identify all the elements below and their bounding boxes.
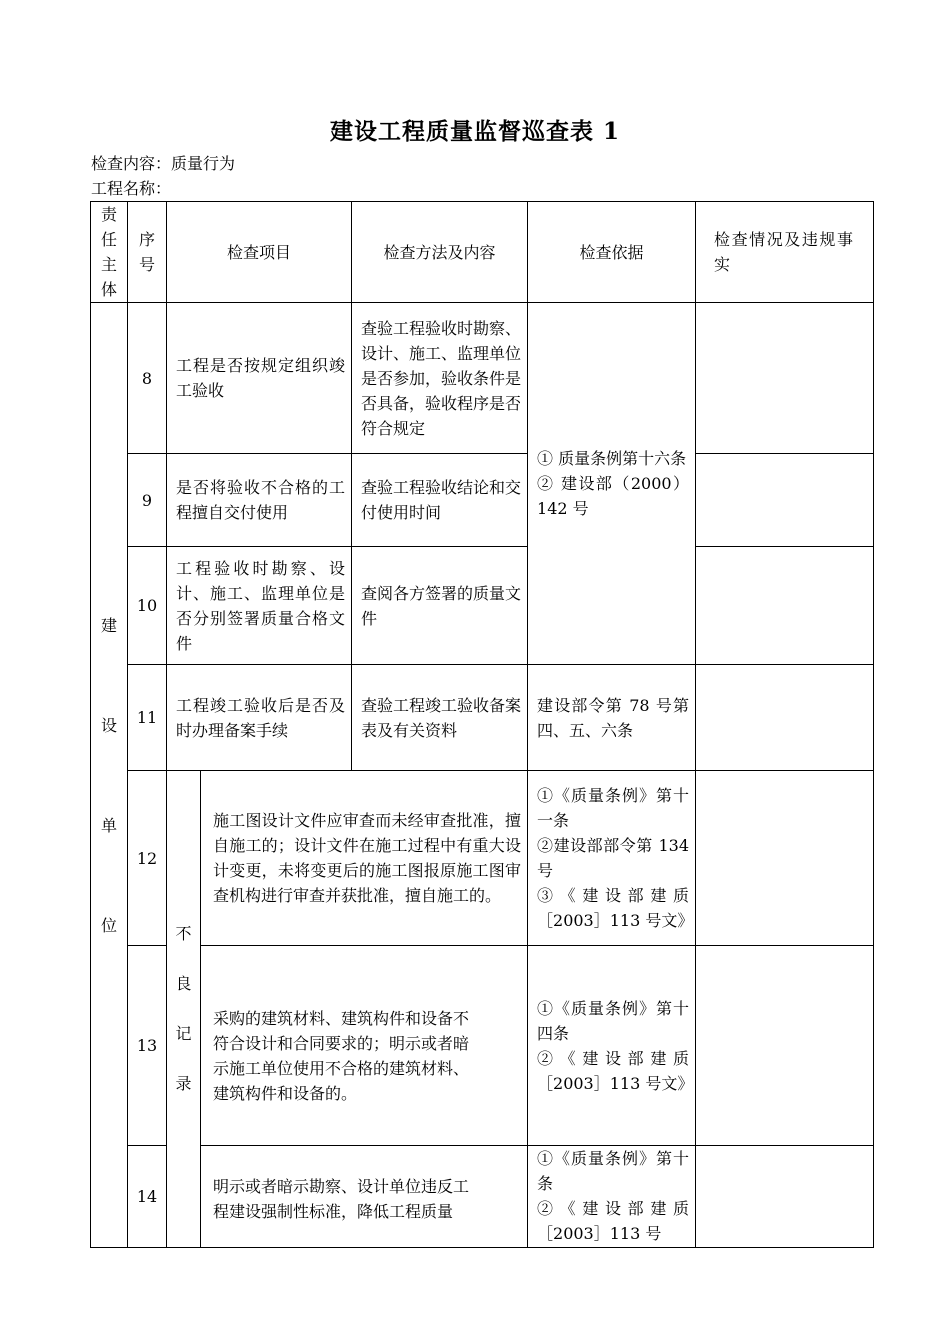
- table-row: [91, 303, 874, 454]
- header-seq-char: 号: [138, 255, 155, 274]
- header-item: 检查项目: [167, 202, 352, 303]
- check-content-label: 检查内容：质量行为: [91, 154, 236, 173]
- row-result: [696, 1146, 874, 1248]
- header-subject: [91, 202, 128, 303]
- row-basis: ①《质量条例》第十条 ②《建设部建质［2003］113 号: [528, 1146, 696, 1248]
- header-subject-char: 任: [100, 230, 117, 249]
- row-item: 工程是否按规定组织竣工验收: [167, 303, 352, 454]
- row-basis: 建设部令第 78 号第四、五、六条: [528, 665, 696, 771]
- row-basis: ①《质量条例》第十四条 ②《建设部建质［2003］113 号文》: [528, 946, 696, 1146]
- bad-record-char: 录: [175, 1074, 192, 1093]
- row-item: 是否将验收不合格的工程擅自交付使用: [167, 454, 352, 547]
- table-row: [91, 665, 874, 771]
- row-method: 查验工程竣工验收备案表及有关资料: [352, 665, 528, 771]
- header-subject-char: 主: [100, 255, 117, 274]
- header-basis: 检查依据: [528, 202, 696, 303]
- table-row: [91, 454, 874, 547]
- table-row: [91, 547, 874, 665]
- row-no: 10: [128, 547, 167, 665]
- inspection-table: [90, 201, 874, 1248]
- row-no: 12: [128, 771, 167, 946]
- bad-record-char: 不: [175, 924, 192, 943]
- bad-record-char: 记: [175, 1024, 192, 1043]
- row-item: 采购的建筑材料、建筑构件和设备不 符合设计和合同要求的；明示或者暗 示施工单位使用不合格的建筑材料、 建筑构件和设备的。: [201, 946, 528, 1146]
- row-result: [696, 665, 874, 771]
- row-item: 施工图设计文件应审查而未经审查批准，擅自施工的；设计文件在施工过程中有重大设计变更，未将变更后的施工图报原施工图审查机构进行审查并获批准，擅自施工的。: [201, 771, 528, 946]
- row-basis: ①《质量条例》第十一条 ②建设部部令第 134 号 ③《建设部建质［2003］113 号文》: [528, 771, 696, 946]
- table-row: [91, 946, 874, 1146]
- header-seq-char: 序: [138, 230, 155, 249]
- subject-construction-unit: [91, 303, 128, 1248]
- row-method: 查验工程验收时勘察、设计、施工、监理单位是否参加，验收条件是否具备，验收程序是否符合规定: [352, 303, 528, 454]
- row-item: 工程竣工验收后是否及时办理备案手续: [167, 665, 352, 771]
- row-no: 11: [128, 665, 167, 771]
- row-no: 9: [128, 454, 167, 547]
- row-item: 工程验收时勘察、设计、施工、监理单位是否分别签署质量合格文件: [167, 547, 352, 665]
- header-method: 检查方法及内容: [352, 202, 528, 303]
- subject-char: 设: [100, 715, 117, 735]
- row-no: 13: [128, 946, 167, 1146]
- row-result: [696, 303, 874, 454]
- table-row: [91, 771, 874, 946]
- row-item: 明示或者暗示勘察、设计单位违反工 程建设强制性标准，降低工程质量: [201, 1146, 528, 1248]
- subject-char: 单: [100, 815, 117, 835]
- page-title: 建设工程质量监督巡查表 1: [329, 118, 620, 145]
- subject-char: 建: [100, 615, 117, 635]
- row-result: [696, 771, 874, 946]
- row-no: 14: [128, 1146, 167, 1248]
- header-row: [91, 202, 874, 303]
- header-result: 检查情况及违规事实: [696, 202, 874, 303]
- header-subject-char: 体: [100, 280, 117, 299]
- row-no: 8: [128, 303, 167, 454]
- header-subject-char: 责: [100, 205, 117, 224]
- bad-record-label: [167, 771, 201, 1248]
- row-method: 查阅各方签署的质量文件: [352, 547, 528, 665]
- row-result: [696, 454, 874, 547]
- row-basis-shared: ① 质量条例第十六条 ② 建设部（2000）142 号: [528, 303, 696, 665]
- table-row: [91, 1146, 874, 1248]
- row-result: [696, 547, 874, 665]
- project-name-label: 工程名称：: [91, 179, 172, 198]
- row-result: [696, 946, 874, 1146]
- bad-record-char: 良: [175, 974, 192, 993]
- subject-char: 位: [100, 915, 117, 935]
- row-method: 查验工程验收结论和交付使用时间: [352, 454, 528, 547]
- header-seq: [128, 202, 167, 303]
